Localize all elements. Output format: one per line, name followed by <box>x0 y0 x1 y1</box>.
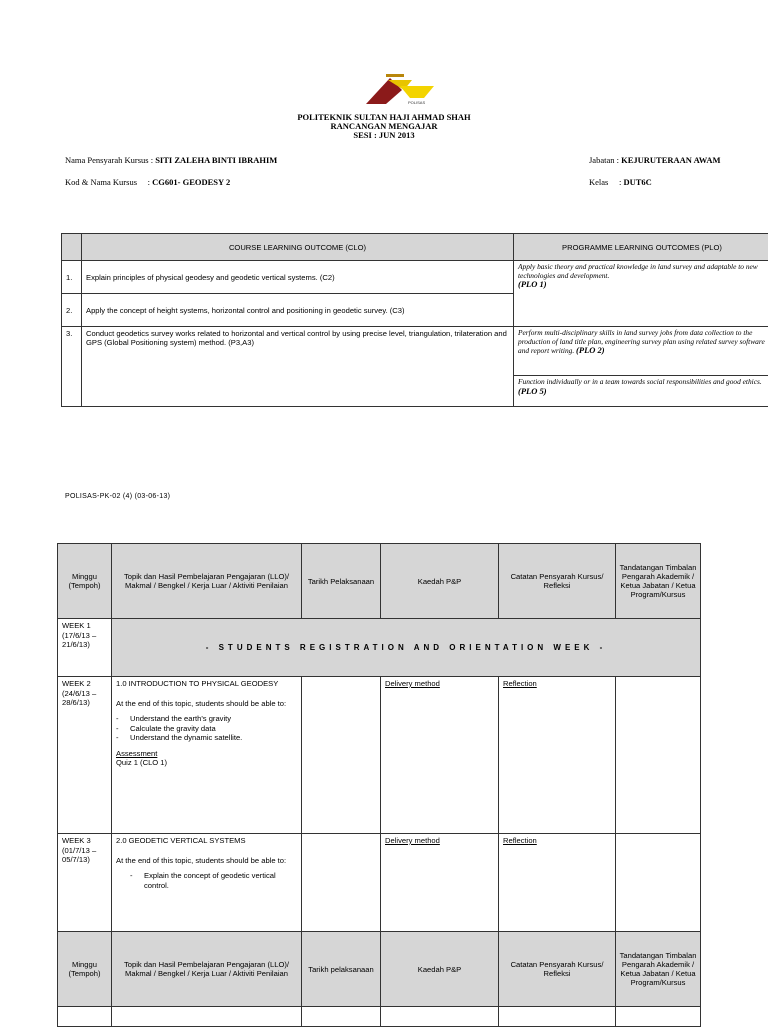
polisas-logo <box>364 72 436 106</box>
list-item: - Calculate the gravity data <box>130 724 297 734</box>
notes-cell <box>499 677 616 834</box>
delivery-method: Delivery method <box>385 679 440 688</box>
signature-cell <box>616 834 701 932</box>
method-cell <box>381 834 499 932</box>
header-method: Kaedah P&P <box>381 932 499 1007</box>
list-item: - Understand the earth's gravity <box>130 714 297 724</box>
delivery-method: Delivery method <box>385 836 440 845</box>
class-line <box>589 177 652 187</box>
lecturer-value: SITI ZALEHA BINTI IBRAHIM <box>155 155 277 165</box>
topic-title: 1.0 INTRODUCTION TO PHYSICAL GEODESY <box>116 679 297 689</box>
department-line <box>589 155 721 165</box>
date-cell <box>302 677 381 834</box>
header-notes: Catatan Pensyarah Kursus/ Refleksi <box>499 544 616 619</box>
week-topic <box>112 677 302 834</box>
form-code: POLISAS-PK-02 (4) (03-06-13) <box>65 493 170 500</box>
topic-intro: At the end of this topic, students should be able to: <box>116 856 297 866</box>
assessment-label: Assessment <box>116 749 297 759</box>
date-cell <box>302 834 381 932</box>
clo-text: Conduct geodetics survey works related to horizontal and vertical control by using precise level, triangulation, trilateration and GPS (Global Positioning system) method. (P3,A3) <box>82 327 514 407</box>
plo-header: PROGRAMME LEARNING OUTCOMES (PLO) <box>514 234 768 261</box>
course-label: Kod & Nama Kursus : <box>65 177 150 187</box>
header-date: Tarikh Pelaksanaan <box>302 544 381 619</box>
week-topic <box>112 834 302 932</box>
plo-code: (PLO 2) <box>576 345 605 355</box>
reflection: Reflection <box>503 836 537 845</box>
topic-title: 2.0 GEODETIC VERTICAL SYSTEMS <box>116 836 297 846</box>
plo-text: Perform multi-disciplinary skills in land survey jobs from data collection to the production of land title plan, engineering survey plan using related survey software and report writing. <box>518 328 765 355</box>
course-value: CG601- GEODESY 2 <box>152 177 230 187</box>
assessment-value: Quiz 1 (CLO 1) <box>116 758 297 768</box>
session: SESI : JUN 2013 <box>0 131 768 140</box>
plo-code: (PLO 1) <box>518 279 547 289</box>
clo-num: 3. <box>62 327 82 407</box>
clo-header-num <box>62 234 82 261</box>
header-week: Minggu (Tempoh) <box>58 544 112 619</box>
lecturer-line <box>65 155 277 165</box>
header-week: Minggu (Tempoh) <box>58 932 112 1007</box>
clo-num: 2. <box>62 294 82 327</box>
department-value: KEJURUTERAAN AWAM <box>621 155 720 165</box>
topic-list <box>116 714 297 743</box>
header-topic: Topik dan Hasil Pembelajaran Pengajaran (LLO)/ Makmal / Bengkel / Kerja Luar / Aktiviti Penilaian <box>112 932 302 1007</box>
header-date: Tarikh pelaksanaan <box>302 932 381 1007</box>
document-title: RANCANGAN MENGAJAR <box>0 122 768 131</box>
header-notes: Catatan Pensyarah Kursus/ Refleksi <box>499 932 616 1007</box>
header-method: Kaedah P&P <box>381 544 499 619</box>
reflection: Reflection <box>503 679 537 688</box>
method-cell <box>381 677 499 834</box>
plo-1 <box>514 261 768 327</box>
clo-num: 1. <box>62 261 82 294</box>
week-label: WEEK 2 (24/6/13 – 28/6/13) <box>58 677 112 834</box>
institution-name: POLITEKNIK SULTAN HAJI AHMAD SHAH <box>0 113 768 122</box>
list-item: - Understand the dynamic satellite. <box>130 733 297 743</box>
plo-2 <box>514 327 768 376</box>
plo-5 <box>514 376 768 407</box>
plo-code: (PLO 5) <box>518 386 547 396</box>
plo-text: Apply basic theory and practical knowledge in land survey and adaptable to new technologies and development. <box>518 262 758 280</box>
week-label: WEEK 1 (17/6/13 – 21/6/13) <box>58 619 112 677</box>
header-signature: Tandatangan Timbalan Pengarah Akademik / Ketua Jabatan / Ketua Program/Kursus <box>616 544 701 619</box>
class-label: Kelas : <box>589 177 621 187</box>
clo-text: Apply the concept of height systems, horizontal control and positioning in geodetic survey. (C3) <box>82 294 514 327</box>
lecturer-label: Nama Pensyarah Kursus : <box>65 155 153 165</box>
teaching-plan-table <box>57 543 701 1027</box>
course-line <box>65 177 230 187</box>
topic-intro: At the end of this topic, students should be able to: <box>116 699 297 709</box>
header-signature: Tandatangan Timbalan Pengarah Akademik / Ketua Jabatan / Ketua Program/Kursus <box>616 932 701 1007</box>
plo-text: Function individually or in a team towards social responsibilities and good ethics. <box>518 377 762 386</box>
svg-text:POLISAS: POLISAS <box>408 100 425 105</box>
list-item: - Explain the concept of geodetic vertical control. <box>144 871 297 890</box>
topic-list <box>116 871 297 890</box>
notes-cell <box>499 834 616 932</box>
clo-header: COURSE LEARNING OUTCOME (CLO) <box>82 234 514 261</box>
header-topic: Topik dan Hasil Pembelajaran Pengajaran (LLO)/ Makmal / Bengkel / Kerja Luar / Aktiviti Penilaian <box>112 544 302 619</box>
registration-banner: - STUDENTS REGISTRATION AND ORIENTATION WEEK - <box>112 619 701 677</box>
clo-text: Explain principles of physical geodesy and geodetic vertical systems. (C2) <box>82 261 514 294</box>
clo-plo-table <box>61 233 768 407</box>
signature-cell <box>616 677 701 834</box>
class-value: DUT6C <box>623 177 651 187</box>
department-label: Jabatan : <box>589 155 619 165</box>
week-label: WEEK 3 (01/7/13 – 05/7/13) <box>58 834 112 932</box>
